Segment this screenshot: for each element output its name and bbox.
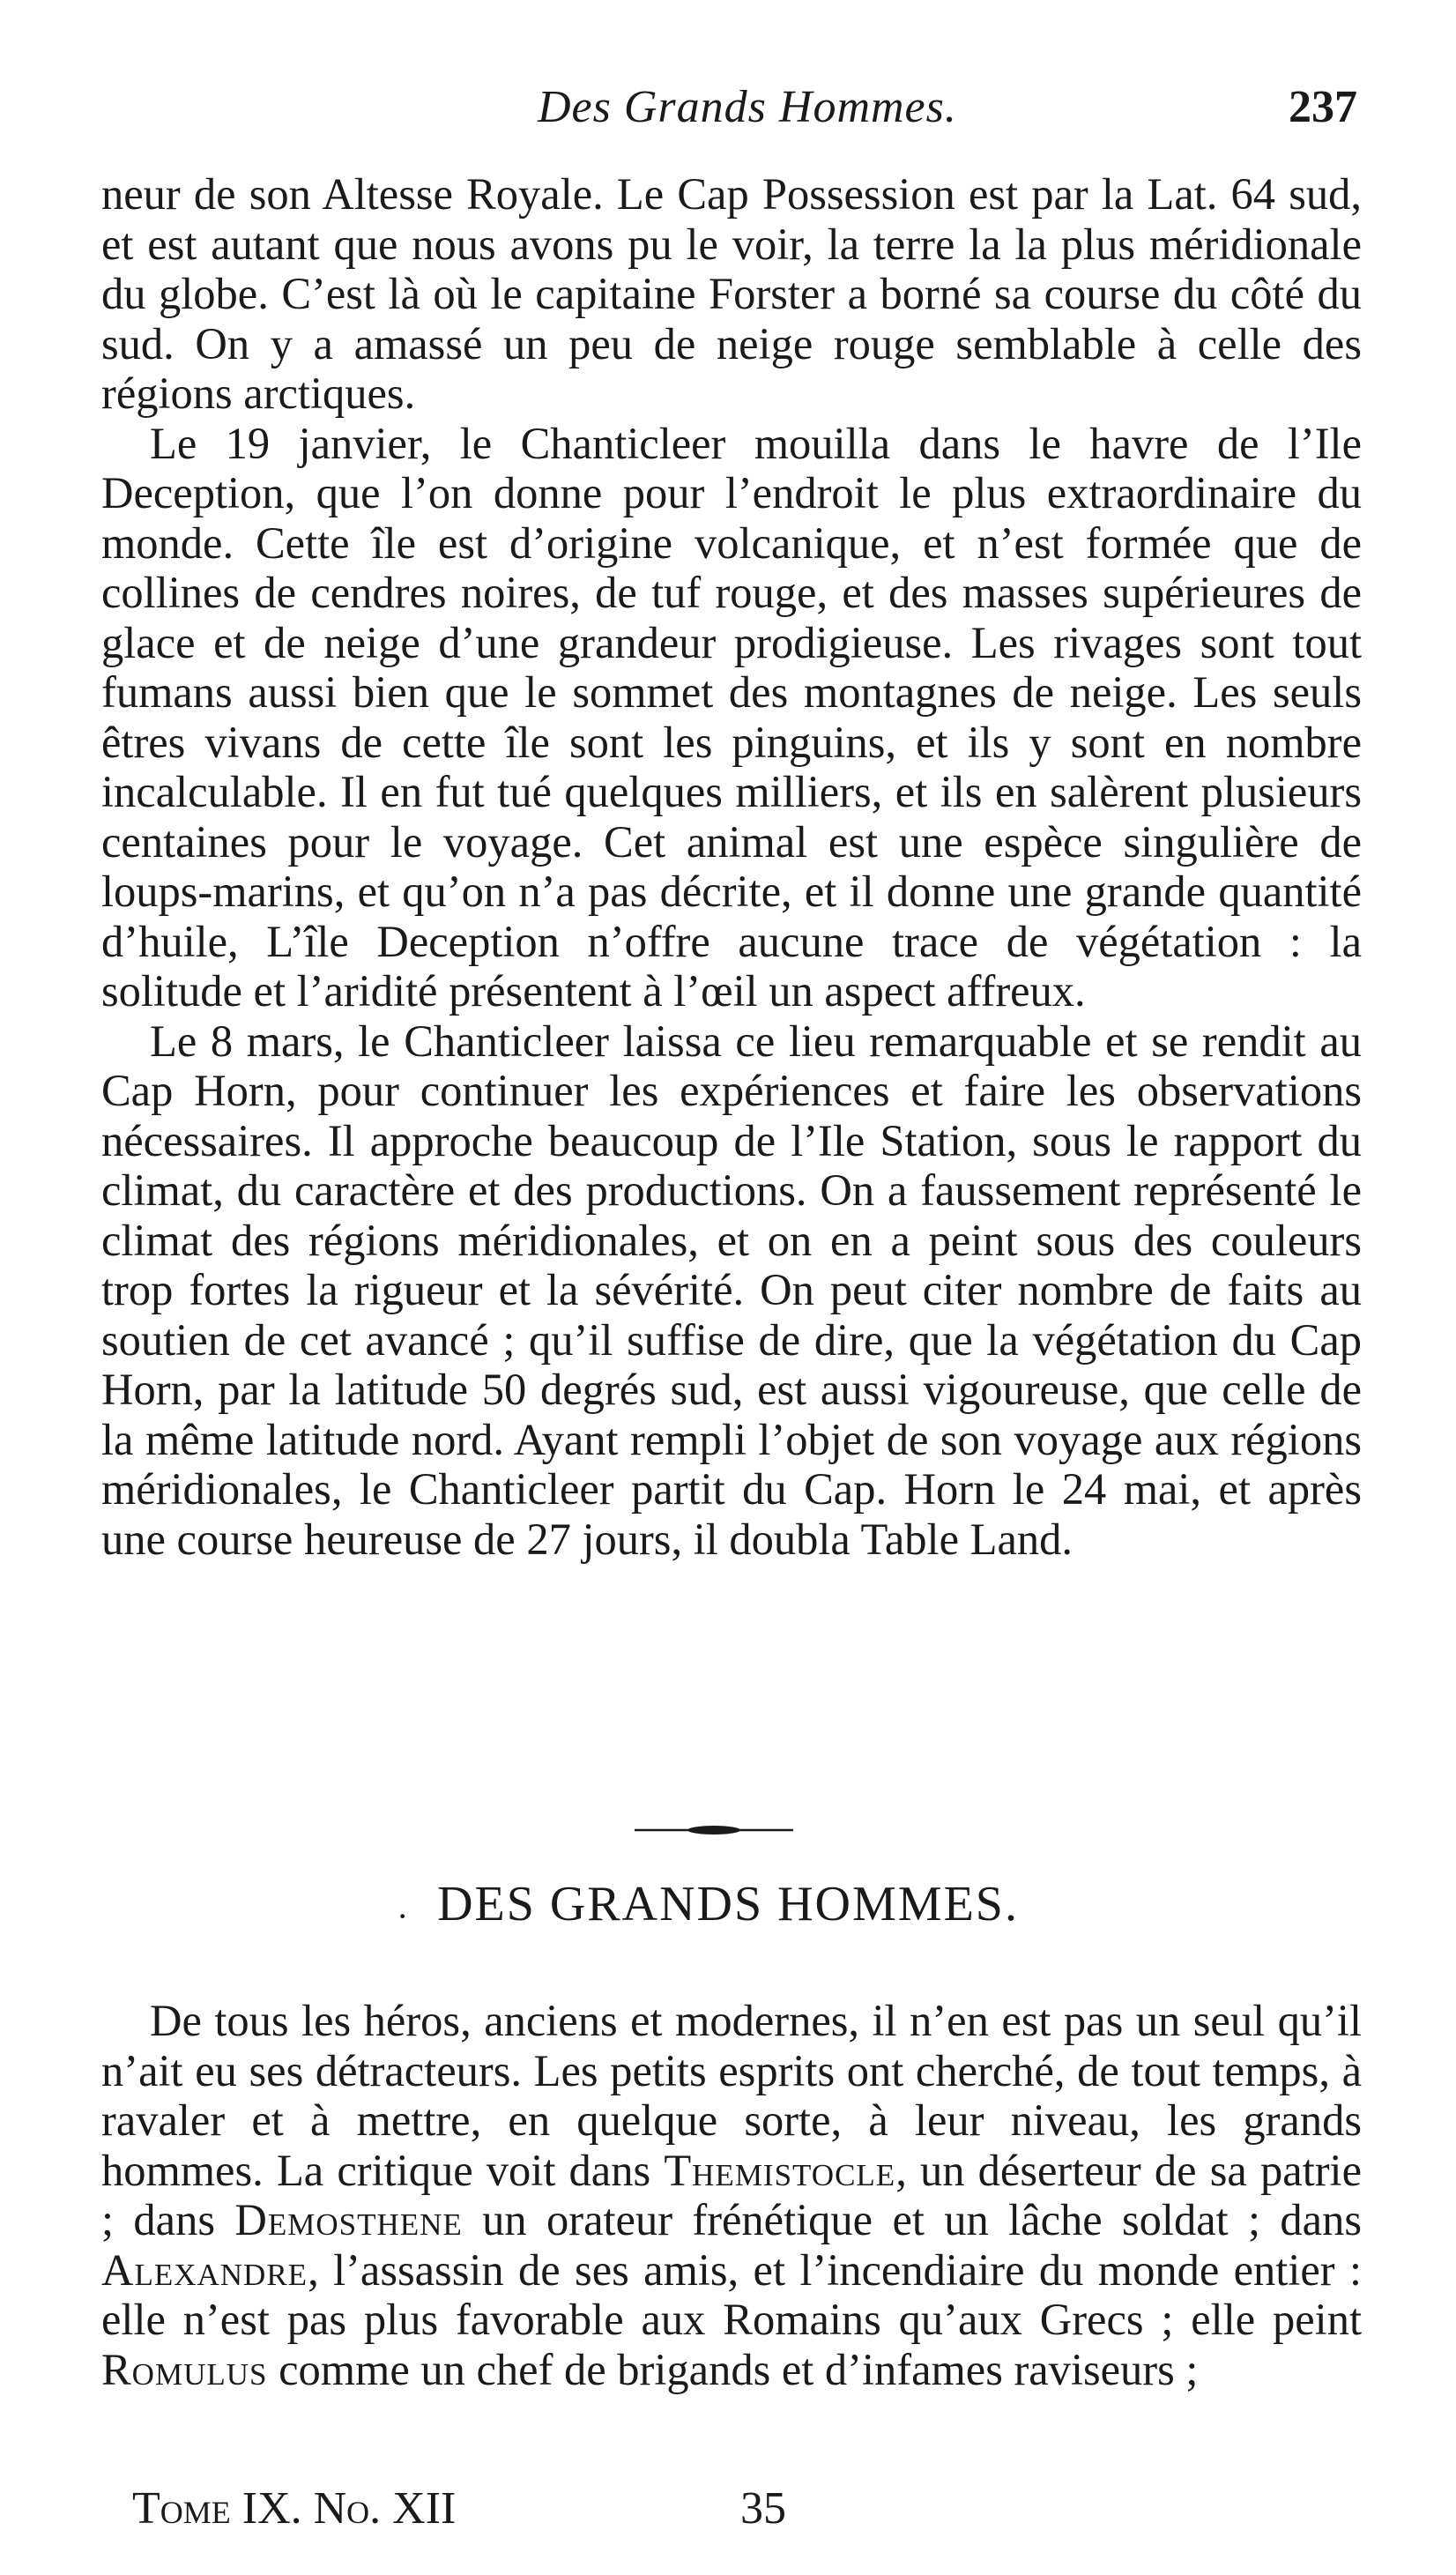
running-head	[97, 81, 1357, 152]
text-after-romulus: comme un chef de brigands et d’infames raviseurs ;	[279, 2344, 1199, 2394]
volume-label: Tome IX. No. XII	[132, 2483, 457, 2534]
article-continuation	[101, 169, 1362, 1564]
signature-mark: 35	[740, 2483, 786, 2534]
name-romulus: Romulus	[101, 2344, 268, 2394]
name-themistocle: Themistocle	[664, 2145, 896, 2195]
ornamental-rule	[635, 1821, 793, 1839]
name-demosthene: Demosthene	[234, 2195, 463, 2244]
text-after-themistocle: , un déserteur de sa patrie ; dans	[101, 2145, 1362, 2244]
section-title: DES GRANDS HOMMES.	[437, 1877, 1019, 1931]
article-des-grands-hommes	[101, 1996, 1362, 2394]
page-number: 237	[1289, 82, 1357, 132]
name-alexandre: Alexandre	[101, 2244, 308, 2295]
text-after-demosthene: un orateur frénétique et un lâche soldat ; dans	[482, 2195, 1363, 2244]
paragraph-cape-horn: Le 8 mars, le Chanticleer laissa ce lieu remarquable et se rendit au Cap Horn, pour continuer les expériences et faire les observations nécessaires. Il approche beaucoup de l’Ile Station, sous le rapport du climat, du caractère et des productions. On a faussement représenté le climat des régions méridionales, et on en a peint sous des couleurs trop fortes la rigueur et la sévérité. On peut citer nombre de faits au soutien de cet avancé ; qu’il suffise de dire, que la végétation du Cap Horn, par la latitude 50 degrés sud, est aussi vigoureuse, que celle de la même latitude nord. Ayant rempli l’objet de son voyage aux régions méridionales, le Chanticleer partit du Cap. Horn le 24 mai, et après une course heureuse de 27 jours, il doubla Table Land.	[101, 1016, 1362, 1564]
decorative-dot: ·	[397, 1896, 409, 1936]
intro-text: De tous les héros, anciens et modernes, il n’en est pas un seul qu’il n’ait eu ses détracteurs. Les petits esprits ont cherché, de tout temps, à ravaler et à mettre, en quelque sorte, à leur niveau, les grands hommes. La critique voit dans	[101, 1996, 1362, 2195]
text-after-alexandre: , l’assassin de ses amis, et l’incendiaire du monde entier : elle n’est pas plus favorable aux Romains qu’aux Grecs ; elle peint	[101, 2244, 1362, 2344]
running-title: Des Grands Hommes.	[538, 82, 957, 132]
paragraph-deception-island: Le 19 janvier, le Chanticleer mouilla dans le havre de l’Ile Deception, que l’on donne pour l’endroit le plus extraordinaire du monde. Cette île est d’origine volcanique, et n’est formée que de collines de cendres noires, de tuf rouge, et des masses supérieures de glace et de neige d’une grandeur prodigieuse. Les rivages sont tout fumans aussi bien que le sommet des montagnes de neige. Les seuls êtres vivans de cette île sont les pinguins, et ils y sont en nombre incalculable. Il en fut tué quelques milliers, et ils en salèrent plusieurs centaines pour le voyage. Cet animal est une espèce singulière de loups-marins, et qu’on n’a pas décrite, et il donne une grande quantité d’huile, L’île Deception n’offre aucune trace de végétation : la solitude et l’aridité présentent à l’œil un aspect affreux.	[101, 418, 1362, 1016]
page-footer	[132, 2482, 1014, 2544]
paragraph-intro	[101, 1996, 1362, 2394]
paragraph-cape-possession: neur de son Altesse Royale. Le Cap Possession est par la Lat. 64 sud, et est autant que nous avons pu le voir, la terre la la plus méridionale du globe. C’est là où le capitaine Forster a borné sa course du côté du sud. On y a amassé un peu de neige rouge semblable à celle des régions arctiques.	[101, 169, 1362, 418]
